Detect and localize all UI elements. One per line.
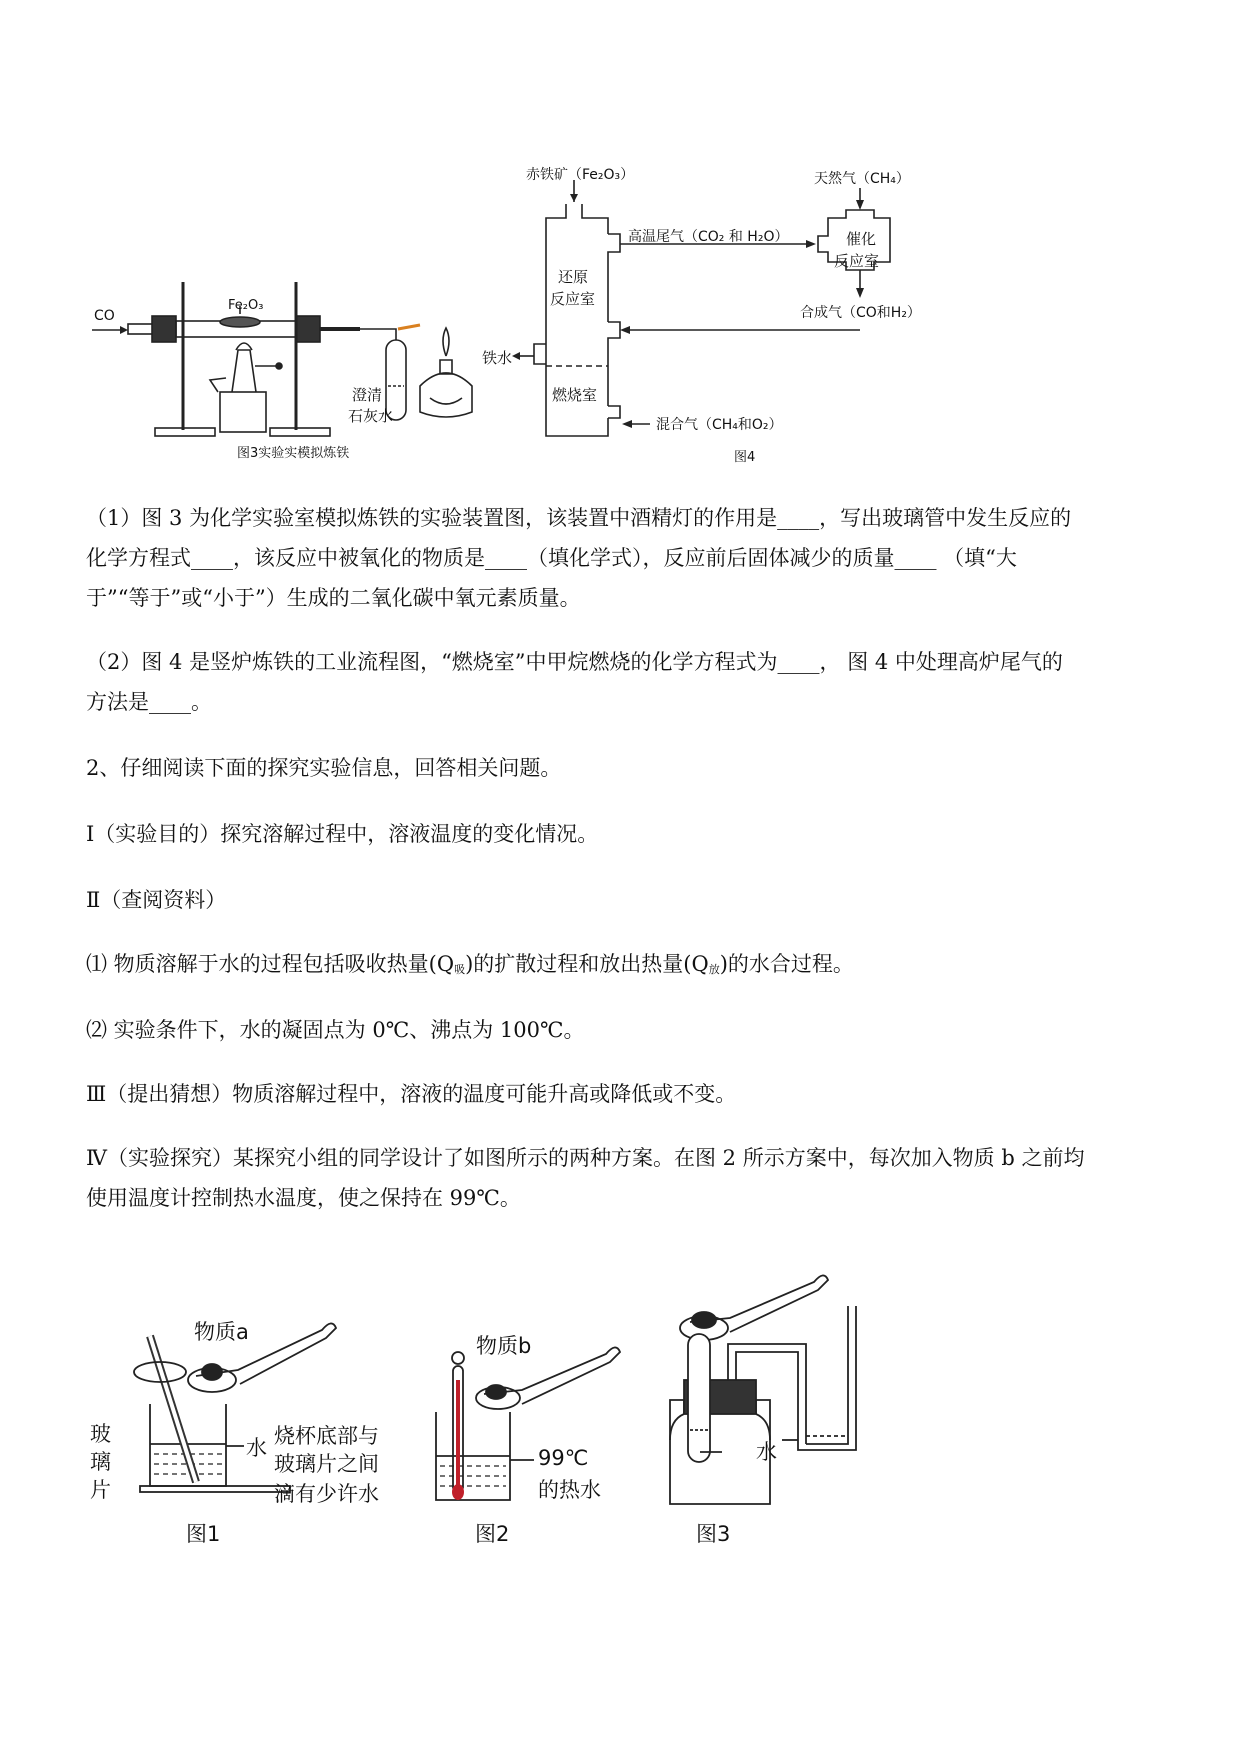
section-ii: Ⅱ（查阅资料） — [86, 888, 227, 912]
fig3-limewater-label-1: 澄清 — [352, 386, 383, 404]
fig4-molten-iron-label: 铁水 — [482, 349, 513, 367]
question-1-line-1: （1）图 3 为化学实验室模拟炼铁的实验装置图，该装置中酒精灯的作用是____，写出玻璃管中发生反应的 — [86, 506, 1072, 530]
fig3-fe2o3-label: Fe₂O₃ — [228, 298, 264, 313]
fig3-caption: 图3实验实模拟炼铁 — [237, 446, 350, 461]
question-2 — [86, 642, 1161, 722]
problem-2-intro: 2、仔细阅读下面的探究实验信息，回答相关问题。 — [86, 756, 562, 780]
fig3-co-label: CO — [94, 308, 115, 324]
fig3-limewater-label-2: 石灰水 — [348, 407, 394, 425]
fig4-tail-gas-label: 高温尾气（CO₂ 和 H₂O） — [628, 229, 789, 245]
section-i: Ⅰ（实验目的）探究溶解过程中，溶液温度的变化情况。 — [86, 822, 599, 846]
fig1-note-line-3: 滴有少许水 — [274, 1482, 379, 1506]
fig1-glass-label-1: 玻 — [90, 1422, 111, 1446]
fig1-caption: 图1 — [186, 1522, 221, 1546]
fig4-caption: 图4 — [734, 450, 756, 465]
question-2-line-1: （2）图 4 是竖炉炼铁的工业流程图，“燃烧室”中甲烷燃烧的化学方程式为____， 图 4 中处理高炉尾气的 — [86, 650, 1063, 674]
fig1-water-label: 水 — [246, 1436, 267, 1460]
fig1-substance-a-label: 物质a — [194, 1320, 249, 1344]
reference-1-text-c: )的水合过程。 — [719, 952, 854, 976]
fig3-bottom-caption: 图3 — [696, 1522, 731, 1546]
fig2-hot-water-label-2: 的热水 — [538, 1478, 601, 1502]
question-1-line-2: 化学方程式____，该反应中被氧化的物质是____（填化学式），反应前后固体减少的质量____ （填“大 — [86, 546, 1017, 570]
fig4-syngas-label: 合成气（CO和H₂） — [800, 305, 921, 321]
section-iv-line-2: 使用温度计控制热水温度，使之保持在 99℃。 — [86, 1186, 521, 1210]
fig2-hot-water-label-1: 99℃ — [538, 1446, 589, 1470]
fig2-caption: 图2 — [475, 1522, 510, 1546]
section-iv — [86, 1138, 1161, 1218]
section-iii: Ⅲ（提出猜想）物质溶解过程中，溶液的温度可能升高或降低或不变。 — [86, 1082, 737, 1106]
question-1-line-3: 于”“等于”或“小于”）生成的二氧化碳中氧元素质量。 — [86, 586, 581, 610]
fig4-hematite-label: 赤铁矿（Fe₂O₃） — [526, 167, 635, 183]
fig4-catalytic-label-1: 催化 — [846, 230, 877, 248]
fig4-catalytic-label-2: 反应室 — [834, 252, 880, 270]
reference-1-sub-absorb: 吸 — [454, 963, 466, 976]
fig1-note-line-1: 烧杯底部与 — [274, 1424, 379, 1448]
fig1-glass-label-3: 片 — [90, 1478, 111, 1502]
fig4-mixed-gas-label: 混合气（CH₄和O₂） — [656, 417, 783, 433]
fig4-reduction-label-2: 反应室 — [550, 290, 596, 308]
reference-1-sub-release: 放 — [708, 963, 720, 976]
reference-1-text-b: )的扩散过程和放出热量(Q — [465, 952, 709, 976]
fig2-substance-b-label: 物质b — [476, 1334, 532, 1358]
fig1-glass-label-2: 璃 — [90, 1450, 111, 1474]
reference-1 — [86, 944, 1161, 990]
question-1 — [86, 498, 1161, 618]
section-iv-line-1: Ⅳ（实验探究）某探究小组的同学设计了如图所示的两种方案。在图 2 所示方案中，每次加入物质 b 之前均 — [86, 1146, 1085, 1170]
question-2-line-2: 方法是____。 — [86, 690, 212, 714]
fig4-reduction-label-1: 还原 — [558, 268, 589, 286]
fig1-note-line-2: 玻璃片之间 — [274, 1452, 379, 1476]
reference-1-text-a: ⑴ 物质溶解于水的过程包括吸收热量(Q — [86, 952, 455, 976]
top-figures-drawing — [0, 0, 1241, 470]
fig3-water-label: 水 — [756, 1440, 777, 1464]
fig4-natural-gas-label: 天然气（CH₄） — [814, 171, 910, 187]
fig4-combustion-label: 燃烧室 — [552, 386, 598, 404]
reference-2: ⑵ 实验条件下，水的凝固点为 0℃、沸点为 100℃。 — [86, 1018, 585, 1042]
